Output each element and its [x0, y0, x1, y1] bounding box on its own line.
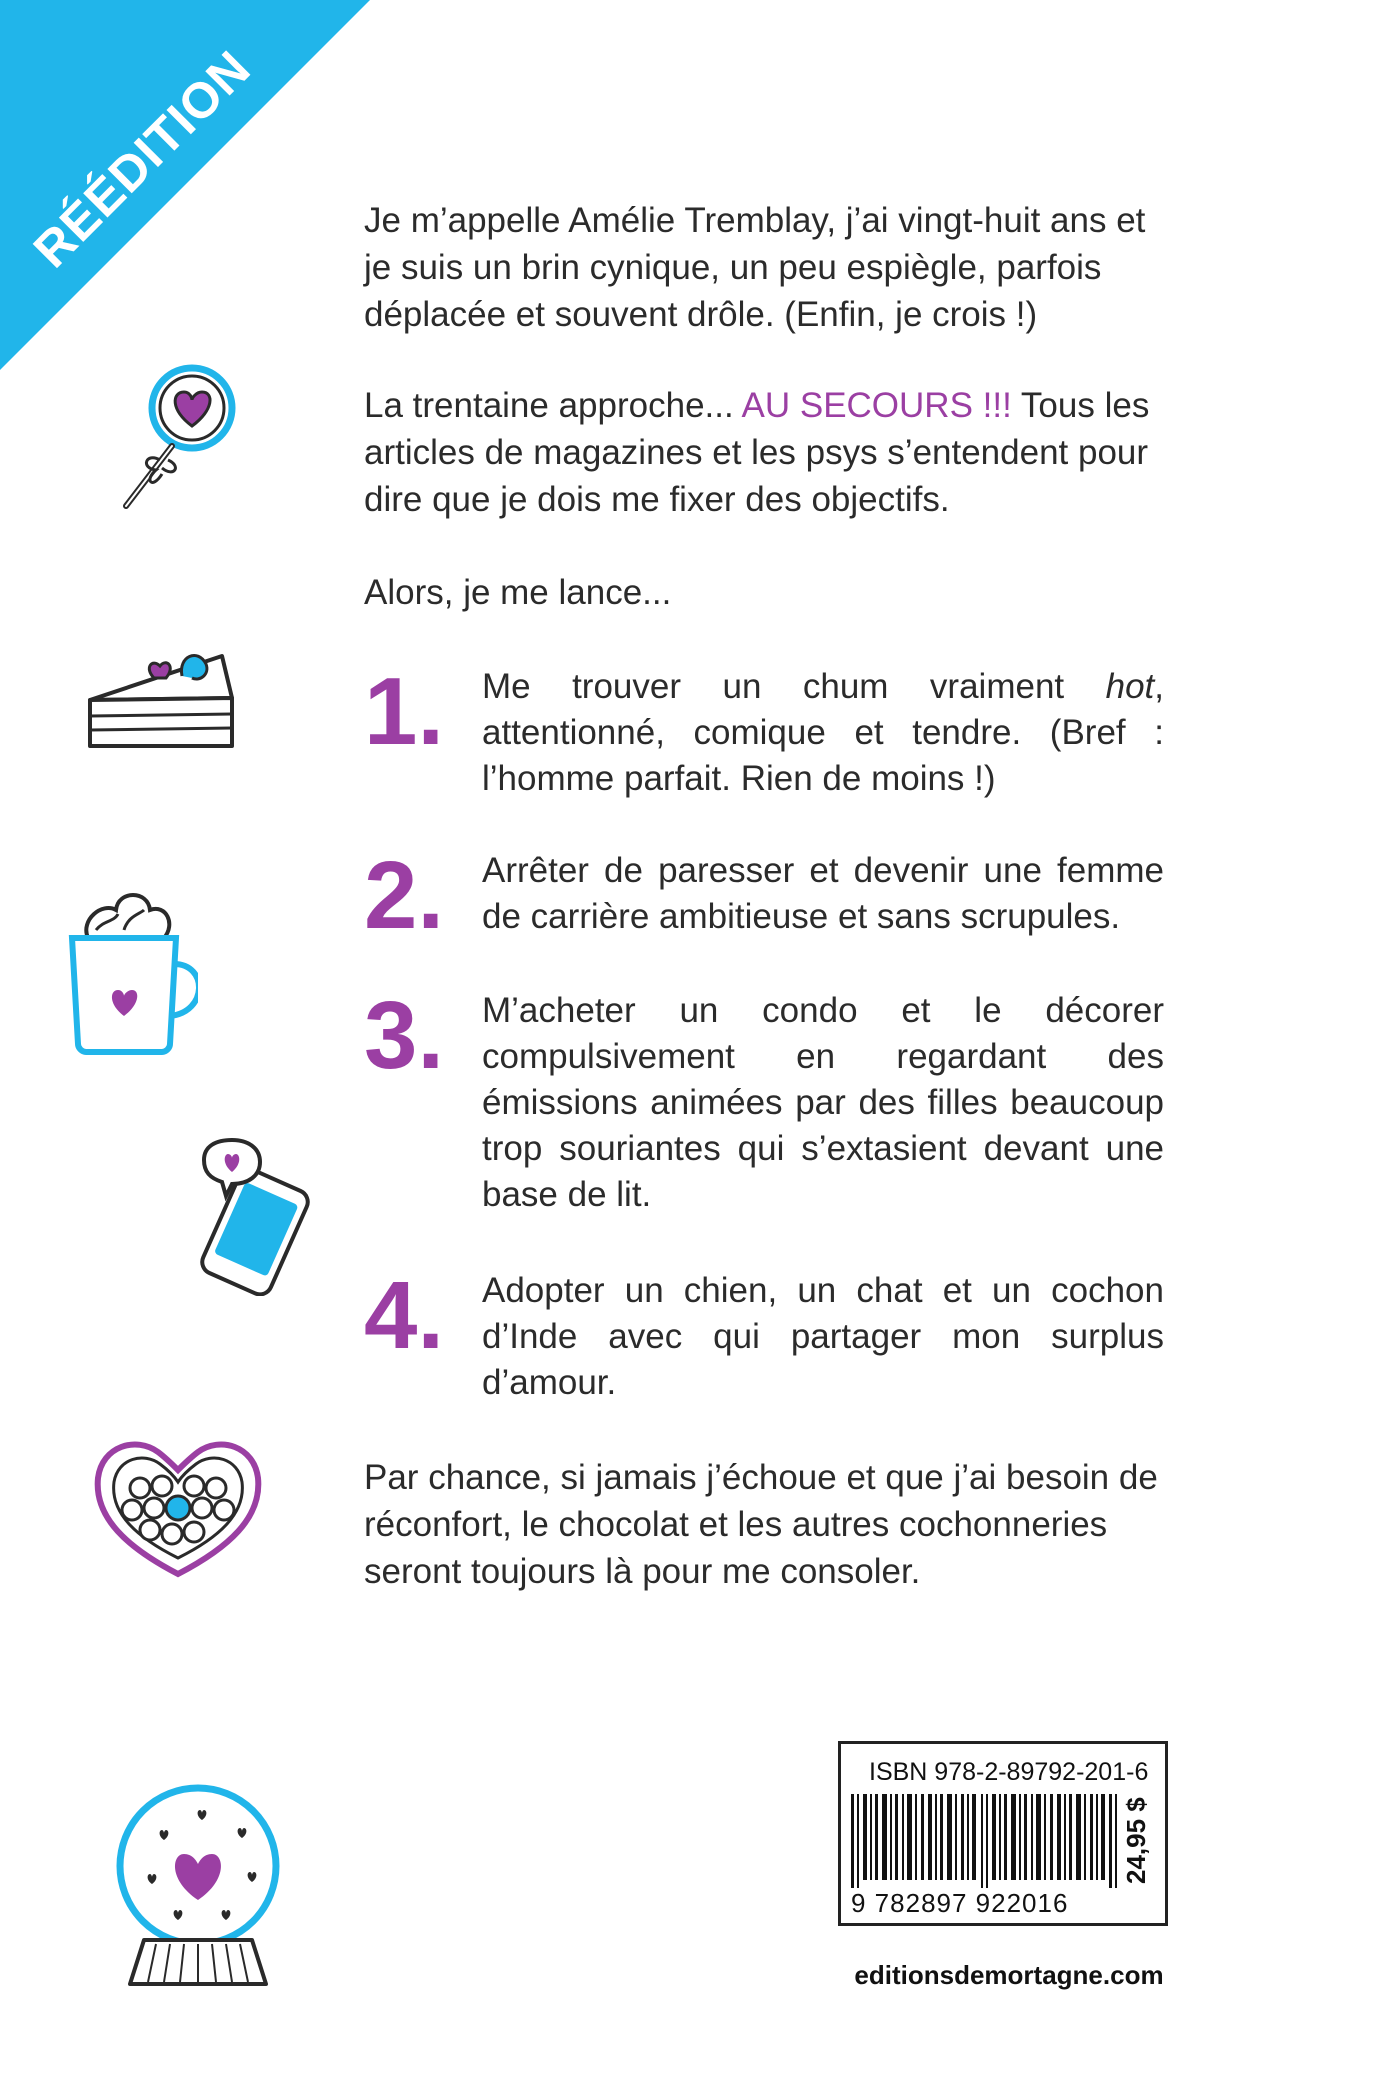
heart-chocolate-box-icon: [88, 1430, 268, 1580]
goal-text-1: [482, 664, 1164, 802]
goal-number-1: 1.: [364, 658, 445, 765]
cake-slice-icon: [82, 638, 242, 758]
barcode-bars: [851, 1794, 1119, 1888]
hot-chocolate-mug-icon: [58, 880, 198, 1060]
isbn-barcode-box: [838, 1741, 1168, 1926]
reedition-ribbon: [0, 0, 380, 380]
goal-1-text-after: , attentionné, comique et tendre. (Bref : l’homme parfait. Rien de moins !): [482, 667, 1164, 798]
barcode-digits: 9 782897 922016: [851, 1888, 1069, 1918]
goal-text-4: Adopter un chien, un chat et un cochon d’Inde avec qui partager mon surplus d’amour.: [482, 1271, 1164, 1402]
snow-globe-hearts-icon: [104, 1780, 294, 1990]
intro-paragraph-2-start: La trentaine approche...: [364, 386, 742, 425]
publisher-website: editionsdemortagne.com: [854, 1960, 1164, 1990]
goal-number-4: 4.: [364, 1262, 445, 1369]
isbn-number: ISBN 978-2-89792-201-6: [869, 1758, 1149, 1786]
goal-number-3: 3.: [364, 982, 445, 1089]
closing-paragraph: Par chance, si jamais j’échoue et que j’ai besoin de réconfort, le chocolat et les autres cochonneries seront toujours là pour me consoler.: [364, 1458, 1158, 1591]
intro-paragraph-2: [364, 382, 1164, 523]
intro-paragraph-3: Alors, je me lance...: [364, 573, 672, 612]
au-secours-accent: AU SECOURS !!!: [741, 386, 1012, 425]
goal-1-text-italic: hot: [1105, 667, 1155, 706]
phone-heart-message-icon: [190, 1136, 330, 1296]
heart-lollipop-icon: [100, 360, 260, 520]
goal-1-text-before: Me trouver un chum vraiment: [482, 667, 1106, 706]
goal-number-2: 2.: [364, 842, 445, 949]
price-label: 24,95 $: [1121, 1797, 1151, 1884]
goal-text-3: M’acheter un condo et le décorer compulsivement en regardant des émissions animées par des filles beaucoup trop souriantes qui s’extasient devant une base de lit.: [482, 991, 1164, 1214]
goal-text-2: Arrêter de paresser et devenir une femme de carrière ambitieuse et sans scrupules.: [482, 851, 1164, 936]
intro-paragraph-2-end: Tous les articles de magazines et les psys s’entendent pour dire que je dois me fixer des objectifs.: [364, 386, 1150, 519]
intro-paragraph-1: Je m’appelle Amélie Tremblay, j’ai vingt-huit ans et je suis un brin cynique, un peu espiègle, parfois déplacée et souvent drôle. (Enfin, je crois !): [364, 201, 1146, 334]
ribbon-label: RÉÉDITION: [22, 39, 262, 279]
